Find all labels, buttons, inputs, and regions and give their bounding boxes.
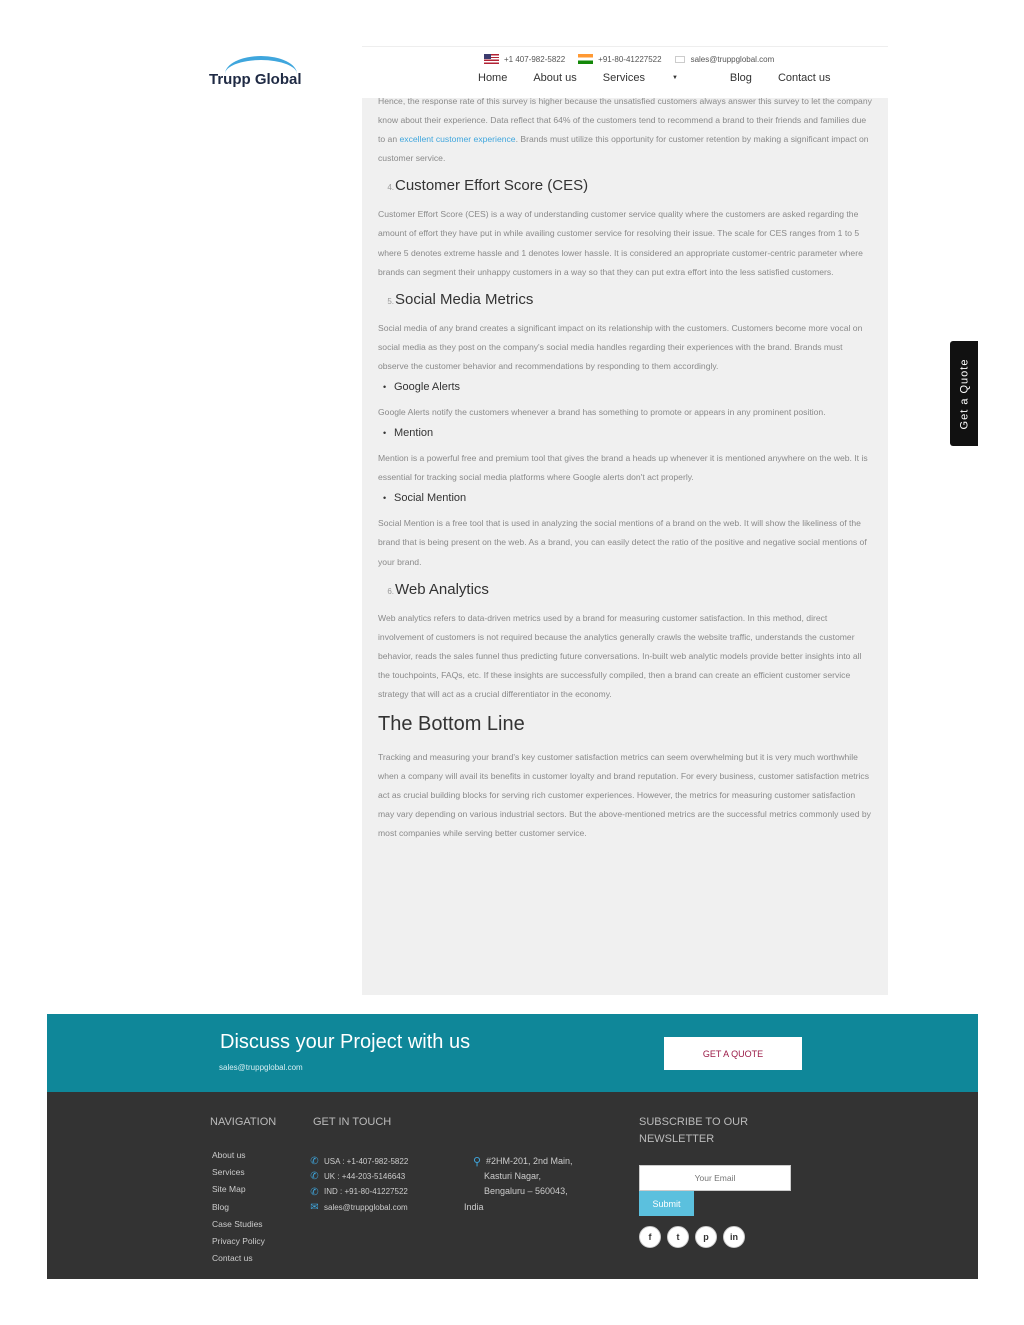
newsletter-submit-button[interactable]: Submit: [639, 1191, 694, 1216]
bullet-mention: [378, 427, 872, 439]
phone-icon: ✆: [310, 1171, 319, 1183]
section-number: 6.: [387, 586, 394, 596]
newsletter-email-input[interactable]: [639, 1165, 791, 1191]
cta-title: Discuss your Project with us: [220, 1031, 471, 1053]
footer-email[interactable]: [309, 1200, 408, 1215]
nav-contact[interactable]: Contact us: [777, 72, 831, 84]
footer: [47, 1092, 978, 1279]
footer-email-label: sales@truppglobal.com: [324, 1202, 408, 1212]
footer-touch-title: GET IN TOUCH: [313, 1116, 392, 1128]
phone-us-label: +1 407-982-5822: [504, 54, 566, 64]
main-nav: [478, 72, 857, 84]
phone-icon: ✆: [310, 1186, 319, 1198]
intro-text: Hence, the response rate of this survey is higher because the unsatisfied customers always answer this survey to let the company know about their experience. Data reflect that 64% of the customers tend to recommend a brand to their friends and families due to an: [378, 98, 872, 145]
footer-link-services[interactable]: Services: [212, 1167, 245, 1178]
nav-home[interactable]: Home: [478, 72, 508, 84]
section-heading-ces: [378, 177, 872, 194]
section-heading-social: [378, 291, 872, 308]
address-line: #2HM-201, 2nd Main,: [486, 1156, 573, 1166]
section-text-web-analytics: Web analytics refers to data-driven metrics used by a brand for measuring customer satisfaction. In this method, direct involvement of customers is not required because the analytics generally crawls the website traffic, understands the customer behavior, reads the sales funnel thus predicting future conversations. In-built web analytic models provide better insights into all the touchpoints, FAQs, etc. If these insights are successfully compiled, then a brand can create an efficient customer service strategy that will act as a crucial differentiator in the economy.: [378, 612, 862, 699]
bottom-line-text: Tracking and measuring your brand's key customer satisfaction metrics can seem overwhelming but it is very much worthwhile when a company will avail its benefits in customer loyalty and brand reputation. For every business, customer satisfaction metrics act as crucial building blocks for serving rich customer experiences. However, the metrics for measuring customer satisfaction may vary depending on various industrial sectors. But the above-mentioned metrics are the successful metrics commonly used by most companies while serving better customer service.: [378, 752, 871, 839]
nav-about[interactable]: About us: [533, 72, 577, 84]
pinterest-icon[interactable]: p: [695, 1226, 717, 1248]
footer-link-contact[interactable]: Contact us: [212, 1253, 253, 1264]
address-line: Bengaluru – 560043,: [484, 1186, 568, 1197]
nav-services[interactable]: [603, 72, 704, 84]
india-flag-icon: [578, 54, 593, 64]
bullet-icon: •: [383, 428, 387, 439]
footer-link-case-studies[interactable]: Case Studies: [212, 1218, 263, 1229]
bullet-title: Google Alerts: [394, 381, 461, 394]
bullet-google-alerts: [378, 381, 872, 393]
footer-nav-title: NAVIGATION: [210, 1116, 277, 1128]
intro-paragraph: [378, 98, 872, 168]
address-line: Kasturi Nagar,: [484, 1171, 542, 1182]
footer-phone-ind[interactable]: [309, 1184, 408, 1199]
section-heading-web-analytics: [378, 581, 872, 598]
envelope-icon: ✉: [310, 1201, 319, 1213]
phone-icon: ✆: [310, 1156, 319, 1168]
phone-ind-label: IND : +91-80-41227522: [324, 1187, 408, 1197]
intro-text-end: . Brands must utilize this opportunity for customer retention by making a significant impact on customer service.: [378, 134, 869, 164]
header-divider: [362, 46, 888, 47]
footer-link-blog[interactable]: Blog: [212, 1201, 230, 1212]
facebook-icon[interactable]: f: [639, 1226, 661, 1248]
social-links: [639, 1226, 751, 1248]
phone-india[interactable]: [578, 54, 661, 64]
section-number: 5.: [387, 296, 394, 306]
phone-us[interactable]: [484, 54, 565, 64]
header-contacts: [484, 53, 787, 65]
article-content: [362, 98, 888, 995]
section-title: Customer Effort Score (CES): [395, 177, 589, 195]
footer-link-privacy[interactable]: Privacy Policy: [212, 1236, 265, 1247]
cta-email-link[interactable]: sales@truppglobal.com: [219, 1063, 303, 1072]
section-title: Web Analytics: [395, 580, 489, 598]
footer-address: [464, 1154, 573, 1215]
bullet-text-social-mention: Social Mention is a free tool that is used in analyzing the social mentions of a brand on the web. It will show the likeliness of the brand that is being present on the web. As a brand, you can easily detect the ratio of the positive and negative social mentions of your brand.: [378, 518, 867, 567]
bottom-line-heading: The Bottom Line: [378, 713, 525, 736]
cta-band: [47, 1014, 978, 1092]
footer-nav-list: [212, 1147, 265, 1267]
phone-india-label: +91-80-41227522: [598, 54, 662, 64]
excellent-cx-link[interactable]: excellent customer experience: [399, 134, 516, 145]
section-text-social: Social media of any brand creates a significant impact on its relationship with the customers. Customers become more vocal on social media as they post on the company's social media handles regarding their experiences with the brand. Brands must observe the customer behavior and recommendations by responding to them accordingly.: [378, 322, 863, 371]
newsletter-title: SUBSCRIBE TO OUR NEWSLETTER: [639, 1116, 749, 1145]
phone-uk-label: UK : +44-203-5146643: [324, 1172, 406, 1182]
footer-phone-usa[interactable]: [309, 1154, 408, 1169]
bullet-text-google-alerts: Google Alerts notify the customers whenever a brand has something to promote or appears in any prominent position.: [378, 407, 826, 418]
address-line: India: [464, 1201, 484, 1212]
logo-text: Trupp Global: [209, 71, 302, 88]
mail-icon: [675, 56, 685, 63]
footer-link-about[interactable]: About us: [212, 1150, 246, 1160]
location-pin-icon: ⚲: [473, 1156, 482, 1168]
quote-tab-label: Get a Quote: [958, 358, 970, 429]
bullet-title: Mention: [394, 427, 434, 440]
caret-down-icon: ▼: [671, 75, 678, 82]
header-email[interactable]: [675, 55, 775, 64]
bullet-social-mention: [378, 492, 872, 504]
us-flag-icon: [484, 54, 499, 64]
get-a-quote-tab[interactable]: [950, 341, 978, 446]
nav-blog[interactable]: Blog: [729, 72, 752, 84]
bullet-title: Social Mention: [394, 492, 467, 505]
bullet-text-mention: Mention is a powerful free and premium tool that gives the brand a heads up whenever it is mentioned anywhere on the web. It is essential for tracking social media platforms where Google alerts don't act properly.: [378, 453, 868, 483]
phone-usa-label: USA : +1-407-982-5822: [324, 1157, 409, 1166]
twitter-icon[interactable]: t: [667, 1226, 689, 1248]
get-quote-button[interactable]: GET A QUOTE: [664, 1037, 802, 1070]
footer-phone-uk[interactable]: [309, 1169, 408, 1184]
footer-contact-list: [309, 1154, 408, 1215]
linkedin-icon[interactable]: in: [723, 1226, 745, 1248]
section-number: 4.: [387, 183, 394, 193]
logo[interactable]: [207, 54, 317, 94]
nav-services-label: Services: [602, 72, 645, 84]
header-email-label: sales@truppglobal.com: [690, 54, 775, 64]
section-text-ces: Customer Effort Score (CES) is a way of understanding customer service quality where the customers are asked regarding the amount of effort they have put in while availing customer service for resolving their issue. The scale for CES ranges from 1 to 5 where 5 denotes extreme hassle and 1 denotes lower hassle. It is considered an appropriate customer-centric parameter where brands can segment their unhappy customers in a way so that they can put extra effort into the less satisfied customers.: [378, 209, 863, 277]
footer-link-sitemap[interactable]: Site Map: [212, 1184, 246, 1195]
bullet-icon: •: [383, 382, 387, 393]
bullet-icon: •: [383, 493, 387, 504]
section-title: Social Media Metrics: [395, 290, 534, 308]
